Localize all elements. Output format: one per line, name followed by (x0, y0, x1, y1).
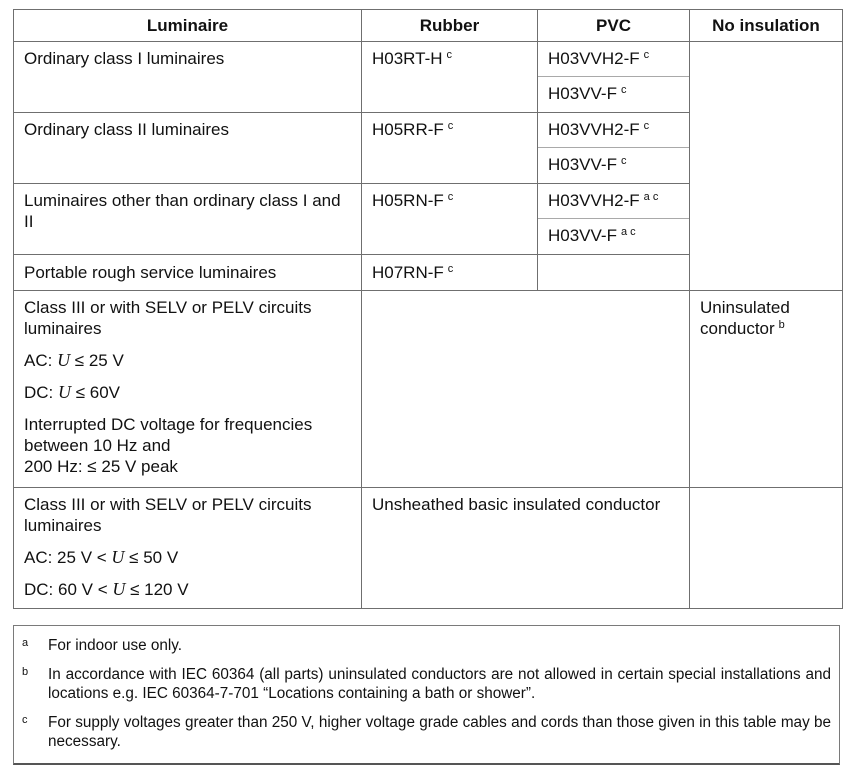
footnote-c (22, 713, 831, 751)
rubber-cell: H05RN-F $^c$ (362, 184, 538, 255)
luminaire-cell: Class III or with SELV or PELV circuits luminaires AC: 25 V < U ≤ 50 V DC: 60 V < U ≤ 120 V (14, 488, 362, 609)
footnote-ref: c (620, 84, 627, 96)
header-luminaire: Luminaire (14, 10, 362, 42)
rubber-cell: H03RT-H $^c$ (362, 42, 538, 113)
no-insulation-cell: Uninsulated conductor $^b$ (690, 291, 843, 488)
footnote-ref: c (643, 49, 650, 61)
rubber-pvc-merged-cell: Unsheathed basic insulated conductor (362, 488, 690, 609)
pvc-cell-empty (538, 255, 690, 291)
luminaire-cell: Ordinary class II luminaires (14, 113, 362, 184)
footnote-ref: b (778, 319, 785, 331)
no-insulation-cell (690, 488, 843, 609)
footnote-text: In accordance with IEC 60364 (all parts) uninsulated conductors are not allowed in certain special installations and locations e.g. IEC 60364-7-701 “Locations containing a bath or shower”. (48, 666, 831, 702)
header-row (14, 10, 843, 42)
no-insulation-cell-merged (690, 42, 843, 291)
footnote-mark: c (22, 714, 28, 726)
header-rubber: Rubber (362, 10, 538, 42)
table-row (14, 291, 843, 488)
header-no-insulation: No insulation (690, 10, 843, 42)
pvc-cell: H03VVH2-F $^c$ H03VV-F $^c$ (538, 42, 690, 113)
luminaire-cell: Ordinary class I luminaires (14, 42, 362, 113)
footnote-ref: c (620, 155, 627, 167)
rubber-pvc-merged-cell (362, 291, 690, 488)
footnote-mark: a (22, 637, 29, 649)
table-row (14, 488, 843, 609)
luminaire-cell: Luminaires other than ordinary class I and II (14, 184, 362, 255)
footnote-ref: c (447, 263, 454, 275)
luminaire-cell: Class III or with SELV or PELV circuits luminaires AC: U ≤ 25 V DC: U ≤ 60V Interrupted DC voltage for frequencies between 10 Hz and 200 Hz: ≤ 25 V peak (14, 291, 362, 488)
footnote-b (22, 665, 831, 703)
footnote-ref: c (447, 191, 454, 203)
footnote-text: For supply voltages greater than 250 V, higher voltage grade cables and cords than those given in this table may be necessary. (48, 714, 831, 750)
pvc-cell: H03VVH2-F $^c$ H03VV-F $^c$ (538, 113, 690, 184)
dc-condition: DC: U ≤ 60V (24, 382, 121, 402)
footnote-ref: a c (643, 191, 659, 203)
footnote-ref: c (446, 49, 453, 61)
pvc-cell: H03VVH2-F $^{a c}$ H03VV-F $^{a c}$ (538, 184, 690, 255)
footnote-ref: c (447, 120, 454, 132)
luminaire-cell: Portable rough service luminaires (14, 255, 362, 291)
footnote-mark: b (22, 666, 29, 678)
ac-condition: AC: U ≤ 25 V (24, 350, 124, 370)
footnote-ref: c (643, 120, 650, 132)
footnote-a (22, 636, 831, 655)
ac-condition: AC: 25 V < U ≤ 50 V (24, 547, 179, 567)
footnote-text: For indoor use only. (48, 637, 183, 654)
table-row (14, 42, 843, 113)
dc-condition: DC: 60 V < U ≤ 120 V (24, 579, 189, 599)
footnotes-box (13, 625, 840, 765)
rubber-cell: H05RR-F $^c$ (362, 113, 538, 184)
cable-requirements-table (13, 9, 843, 609)
interrupted-dc-condition: Interrupted DC voltage for frequencies between 10 Hz and 200 Hz: ≤ 25 V peak (24, 415, 313, 476)
rubber-cell: H07RN-F $^c$ (362, 255, 538, 291)
header-pvc: PVC (538, 10, 690, 42)
footnote-ref: a c (620, 226, 636, 238)
